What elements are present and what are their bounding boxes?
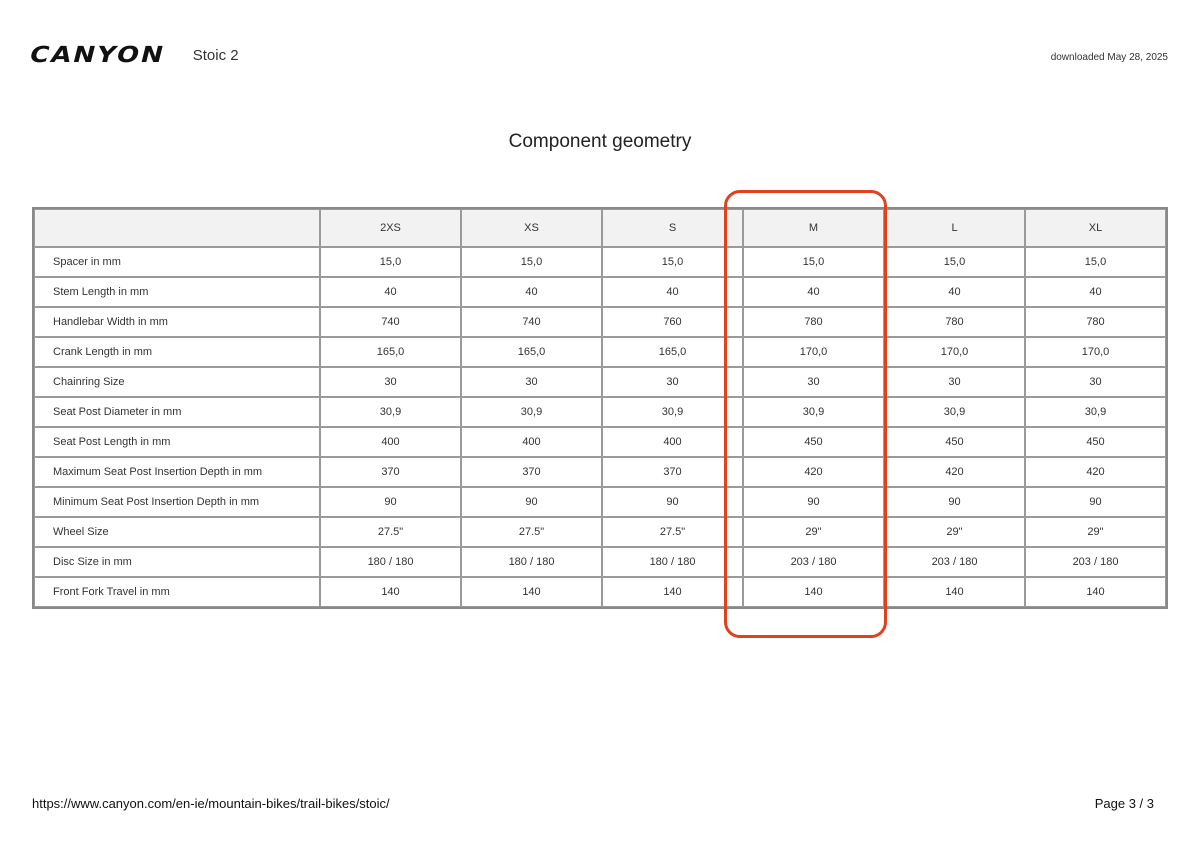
table-row [34, 307, 1166, 337]
cell-value: 15,0 [461, 247, 602, 277]
cell-value: 420 [743, 457, 884, 487]
cell-value: 30 [1025, 367, 1166, 397]
table-row [34, 337, 1166, 367]
cell-value: 40 [1025, 277, 1166, 307]
cell-value: 40 [320, 277, 461, 307]
cell-value: 27.5" [461, 517, 602, 547]
footer-url: https://www.canyon.com/en-ie/mountain-bikes/trail-bikes/stoic/ [32, 796, 390, 811]
table-row [34, 577, 1166, 607]
cell-value: 15,0 [1025, 247, 1166, 277]
cell-value: 90 [461, 487, 602, 517]
header-cell-l: L [884, 209, 1025, 247]
row-label: Spacer in mm [34, 247, 320, 277]
row-label: Seat Post Diameter in mm [34, 397, 320, 427]
cell-value: 740 [461, 307, 602, 337]
page-title: Component geometry [508, 131, 692, 152]
page-number: Page 3 / 3 [1094, 796, 1154, 811]
cell-value: 90 [884, 487, 1025, 517]
table-row [34, 427, 1166, 457]
geometry-table [32, 207, 1168, 609]
cell-value: 30 [602, 367, 743, 397]
cell-value: 40 [461, 277, 602, 307]
header-cell-s: S [602, 209, 743, 247]
cell-value: 40 [602, 277, 743, 307]
cell-value: 165,0 [461, 337, 602, 367]
cell-value: 15,0 [320, 247, 461, 277]
row-label: Wheel Size [34, 517, 320, 547]
cell-value: 760 [602, 307, 743, 337]
cell-value: 30,9 [320, 397, 461, 427]
cell-value: 30 [743, 367, 884, 397]
table-row [34, 247, 1166, 277]
model-name: Stoic 2 [192, 46, 239, 64]
cell-value: 450 [884, 427, 1025, 457]
cell-value: 40 [743, 277, 884, 307]
cell-value: 180 / 180 [320, 547, 461, 577]
header-cell-xl: XL [1025, 209, 1166, 247]
cell-value: 15,0 [602, 247, 743, 277]
cell-value: 30,9 [602, 397, 743, 427]
row-label: Crank Length in mm [34, 337, 320, 367]
cell-value: 165,0 [602, 337, 743, 367]
cell-value: 27.5" [602, 517, 743, 547]
cell-value: 30 [320, 367, 461, 397]
cell-value: 29" [884, 517, 1025, 547]
table-header-row [34, 209, 1166, 247]
cell-value: 140 [461, 577, 602, 607]
cell-value: 740 [320, 307, 461, 337]
cell-value: 370 [602, 457, 743, 487]
cell-value: 400 [602, 427, 743, 457]
table-row [34, 487, 1166, 517]
cell-value: 90 [743, 487, 884, 517]
cell-value: 140 [602, 577, 743, 607]
cell-value: 15,0 [884, 247, 1025, 277]
cell-value: 170,0 [884, 337, 1025, 367]
cell-value: 30,9 [461, 397, 602, 427]
cell-value: 180 / 180 [602, 547, 743, 577]
cell-value: 420 [1025, 457, 1166, 487]
table-row [34, 517, 1166, 547]
table-row [34, 367, 1166, 397]
cell-value: 27.5" [320, 517, 461, 547]
row-label: Minimum Seat Post Insertion Depth in mm [34, 487, 320, 517]
cell-value: 30,9 [743, 397, 884, 427]
cell-value: 90 [320, 487, 461, 517]
table-row [34, 547, 1166, 577]
cell-value: 420 [884, 457, 1025, 487]
table-row [34, 397, 1166, 427]
row-label: Seat Post Length in mm [34, 427, 320, 457]
header-cell-2xs: 2XS [320, 209, 461, 247]
cell-value: 15,0 [743, 247, 884, 277]
cell-value: 400 [320, 427, 461, 457]
cell-value: 30,9 [1025, 397, 1166, 427]
table-row [34, 277, 1166, 307]
header-cell-m: M [743, 209, 884, 247]
row-label: Handlebar Width in mm [34, 307, 320, 337]
cell-value: 140 [320, 577, 461, 607]
cell-value: 90 [1025, 487, 1166, 517]
cell-value: 30 [884, 367, 1025, 397]
highlight-m-column-box [724, 190, 887, 638]
canyon-logo: CANYON [26, 42, 168, 68]
cell-value: 170,0 [1025, 337, 1166, 367]
cell-value: 180 / 180 [461, 547, 602, 577]
cell-value: 370 [461, 457, 602, 487]
cell-value: 30 [461, 367, 602, 397]
cell-value: 203 / 180 [743, 547, 884, 577]
cell-value: 370 [320, 457, 461, 487]
cell-value: 170,0 [743, 337, 884, 367]
row-label: Stem Length in mm [34, 277, 320, 307]
cell-value: 400 [461, 427, 602, 457]
cell-value: 40 [884, 277, 1025, 307]
row-label: Chainring Size [34, 367, 320, 397]
header-brand [26, 42, 239, 68]
row-label: Maximum Seat Post Insertion Depth in mm [34, 457, 320, 487]
cell-value: 450 [1025, 427, 1166, 457]
cell-value: 203 / 180 [1025, 547, 1166, 577]
cell-value: 90 [602, 487, 743, 517]
cell-value: 29" [743, 517, 884, 547]
cell-value: 140 [743, 577, 884, 607]
row-label: Disc Size in mm [34, 547, 320, 577]
cell-value: 450 [743, 427, 884, 457]
cell-value: 30,9 [884, 397, 1025, 427]
table-row [34, 457, 1166, 487]
cell-value: 780 [884, 307, 1025, 337]
download-date: downloaded May 28, 2025 [1050, 52, 1168, 63]
row-label: Front Fork Travel in mm [34, 577, 320, 607]
cell-value: 165,0 [320, 337, 461, 367]
header-cell-xs: XS [461, 209, 602, 247]
cell-value: 203 / 180 [884, 547, 1025, 577]
cell-value: 140 [884, 577, 1025, 607]
cell-value: 29" [1025, 517, 1166, 547]
cell-value: 780 [743, 307, 884, 337]
header-cell-empty [34, 209, 320, 247]
cell-value: 140 [1025, 577, 1166, 607]
cell-value: 780 [1025, 307, 1166, 337]
